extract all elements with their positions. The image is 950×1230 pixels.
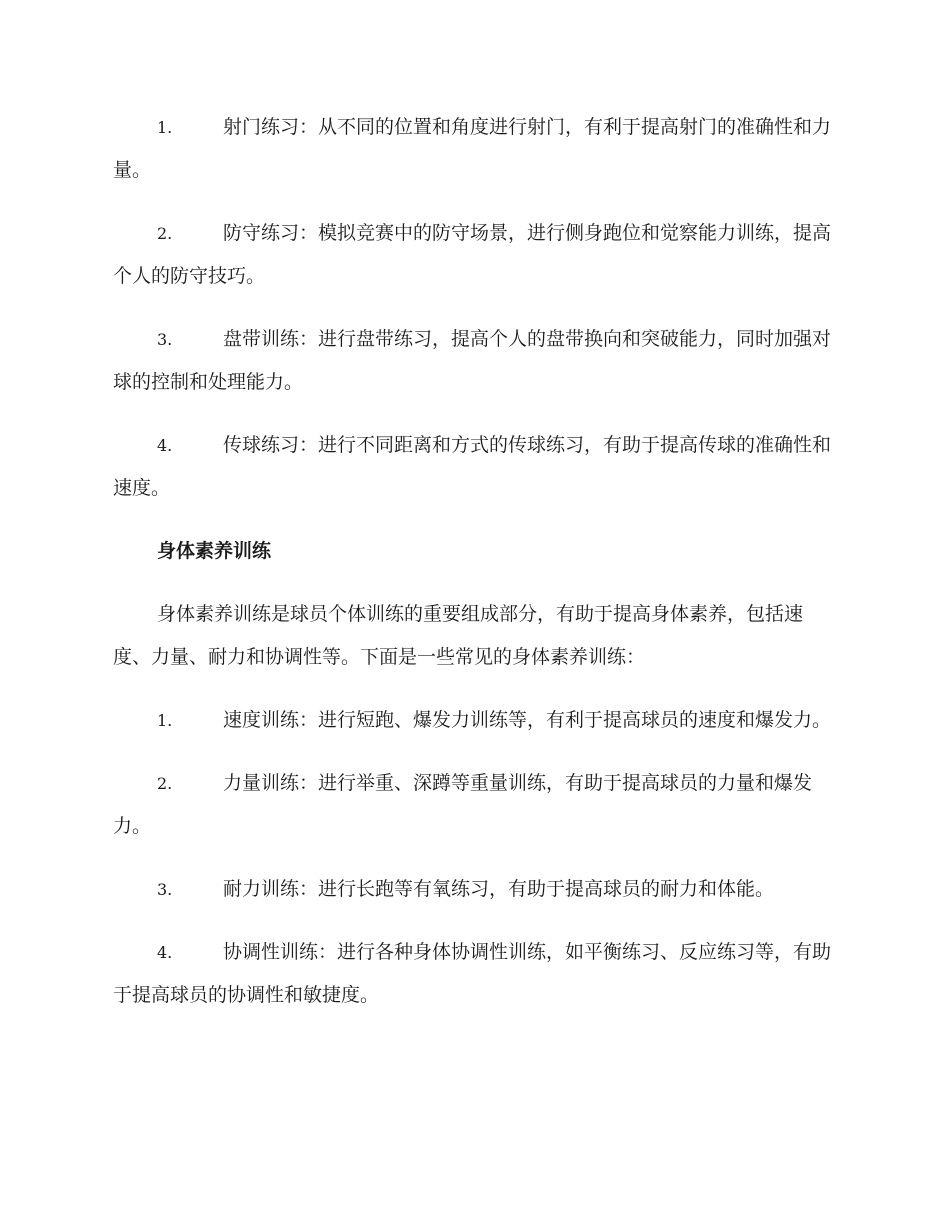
section-heading: 身体素养训练 — [157, 540, 272, 562]
list-item — [113, 318, 833, 404]
list-item-text: 射门练习：从不同的位置和角度进行射门，有利于提高射门的准确性和力量。 — [113, 116, 832, 181]
list-item — [113, 762, 833, 848]
list-item-text: 传球练习：进行不同距离和方式的传球练习，有助于提高传球的准确性和速度。 — [113, 434, 832, 499]
list-item-number: 3. — [157, 880, 173, 899]
list-item — [113, 106, 833, 192]
list-item-text: 力量训练：进行举重、深蹲等重量训练，有助于提高球员的力量和爆发力。 — [113, 772, 813, 837]
list-item-text: 盘带训练：进行盘带练习，提高个人的盘带换向和突破能力，同时加强对球的控制和处理能力。 — [113, 328, 832, 393]
list-item-number: 1. — [157, 118, 173, 137]
list-item-number: 2. — [157, 774, 173, 793]
document-body — [113, 106, 833, 1037]
list-item-number: 2. — [157, 224, 173, 243]
list-item-number: 4. — [157, 943, 173, 962]
list-item-text: 防守练习：模拟竞赛中的防守场景，进行侧身跑位和觉察能力训练，提高个人的防守技巧。 — [113, 222, 832, 287]
list-item-number: 4. — [157, 436, 173, 455]
list-item-number: 3. — [157, 330, 173, 349]
list-item — [113, 212, 833, 298]
list-item — [113, 424, 833, 510]
section-intro-paragraph: 身体素养训练是球员个体训练的重要组成部分，有助于提高身体素养，包括速度、力量、耐力和协调性等。下面是一些常见的身体素养训练： — [113, 603, 804, 668]
list-item-text: 耐力训练：进行长跑等有氧练习，有助于提高球员的耐力和体能。 — [223, 878, 775, 900]
list-item-text: 协调性训练：进行各种身体协调性训练，如平衡练习、反应练习等，有助于提高球员的协调性和敏捷度。 — [113, 941, 832, 1006]
list-item — [113, 699, 833, 742]
list-item-text: 速度训练：进行短跑、爆发力训练等，有利于提高球员的速度和爆发力。 — [223, 709, 832, 731]
list-item — [113, 868, 833, 911]
list-item-number: 1. — [157, 711, 173, 730]
list-item — [113, 931, 833, 1017]
